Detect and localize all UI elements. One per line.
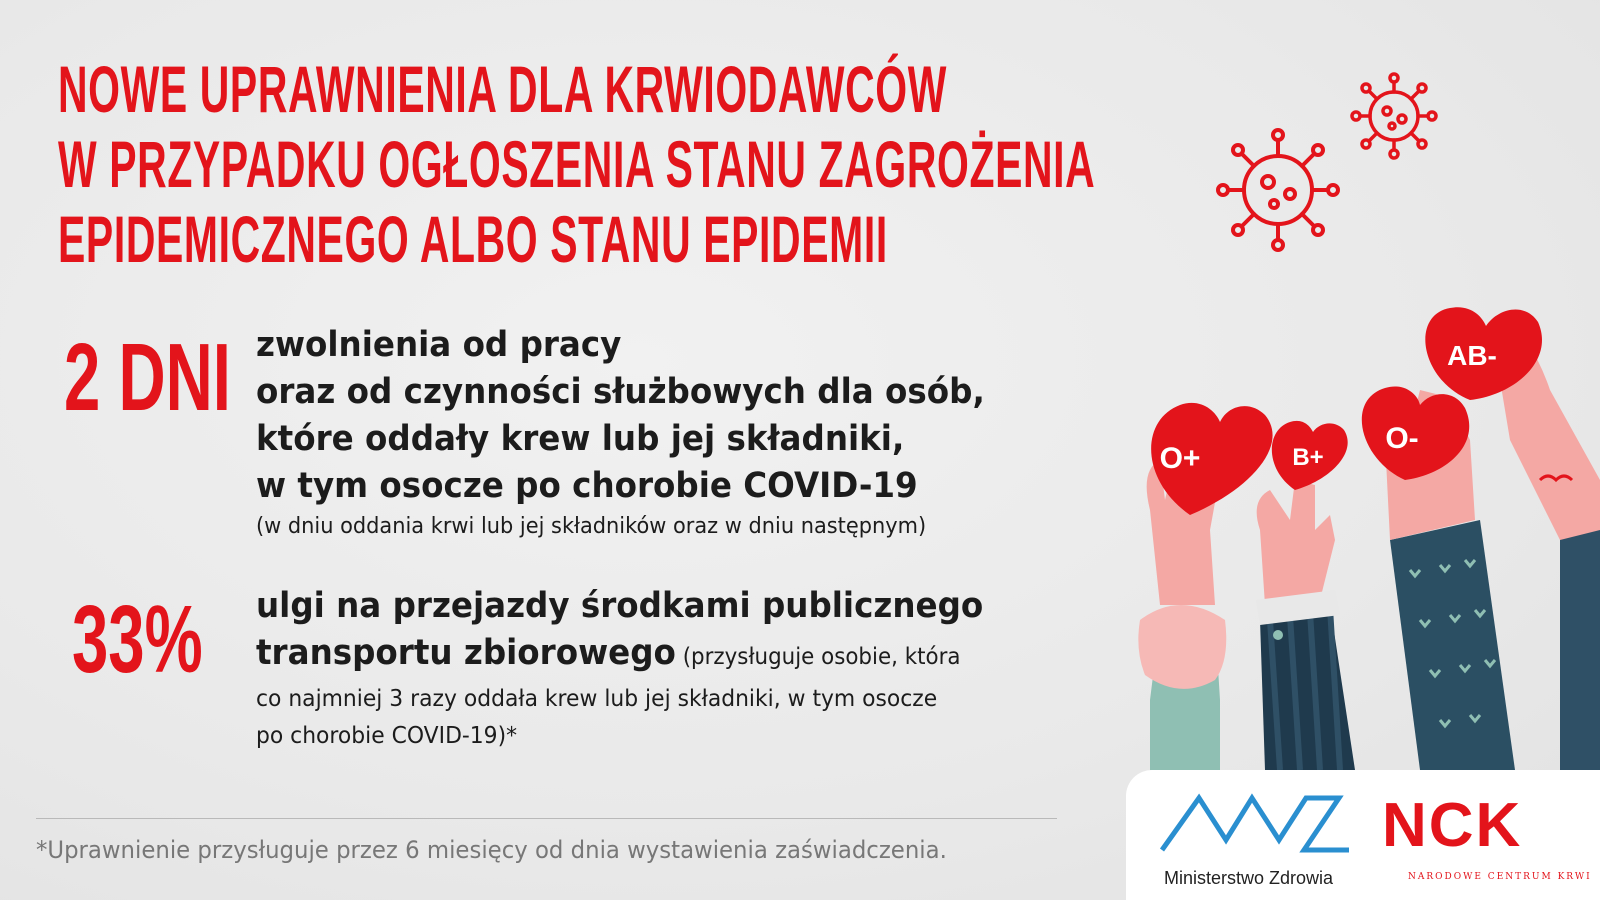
- days-line-1: zwolnienia od pracy: [256, 325, 622, 365]
- title-line-1: NOWE UPRAWNIENIA DLA KRWIODAWCÓW: [58, 52, 947, 126]
- days-line-2: oraz od czynności służbowych dla osób,: [256, 372, 985, 412]
- footnote: *Uprawnienie przysługuje przez 6 miesięcy od dnia wystawienia zaświadczenia.: [36, 836, 947, 864]
- footnote-divider: [36, 818, 1057, 819]
- heart-b-plus: [1272, 421, 1348, 490]
- mz-name: Ministerstwo Zdrowia: [1164, 868, 1334, 888]
- discount-line-2-small: (przysługuje osobie, która: [675, 644, 961, 670]
- nck-name: NARODOWE CENTRUM KRWI: [1408, 872, 1592, 882]
- blood-type-label: AB-: [1447, 340, 1497, 371]
- days-line-3: które oddały krew lub jej składniki,: [256, 419, 905, 459]
- mz-logo-mark: [1154, 780, 1354, 870]
- blood-type-label: O+: [1159, 442, 1201, 475]
- days-off-description: [256, 322, 1096, 544]
- virus-icon-small: [1352, 74, 1436, 158]
- blood-type-label: B+: [1292, 444, 1324, 471]
- days-line-4: w tym osocze po chorobie COVID-19: [256, 466, 918, 506]
- title-line-2: W PRZYPADKU OGŁOSZENIA STANU ZAGROŻENIA: [58, 127, 1096, 201]
- nck-logo-mark: [1376, 784, 1536, 864]
- discount-description: [256, 583, 1096, 755]
- days-off-figure: 2 DNI: [64, 324, 231, 431]
- illustration: [1120, 60, 1600, 770]
- discount-line-1: ulgi na przejazdy środkami publicznego: [256, 586, 984, 626]
- title-line-3: EPIDEMICZNEGO ALBO STANU EPIDEMII: [58, 202, 888, 276]
- discount-line-3: co najmniej 3 razy oddała krew lub jej składniki, w tym osocze: [256, 686, 938, 712]
- arm-middle-left: [1256, 480, 1355, 770]
- nck-mark-text: NCK: [1382, 791, 1523, 860]
- arm-right: [1498, 330, 1600, 770]
- page-title: [58, 52, 1096, 277]
- discount-figure: 33%: [72, 586, 203, 693]
- discount-line-2: [256, 630, 1037, 681]
- discount-line-4: po chorobie COVID-19)*: [256, 723, 518, 749]
- days-note: (w dniu oddania krwi lub jej składników oraz w dniu następnym): [256, 514, 927, 539]
- virus-icon: [1218, 130, 1338, 250]
- logos-panel: [1126, 770, 1600, 900]
- discount-line-2-bold: transportu zbiorowego: [256, 633, 676, 673]
- blood-type-label: O-: [1385, 422, 1419, 455]
